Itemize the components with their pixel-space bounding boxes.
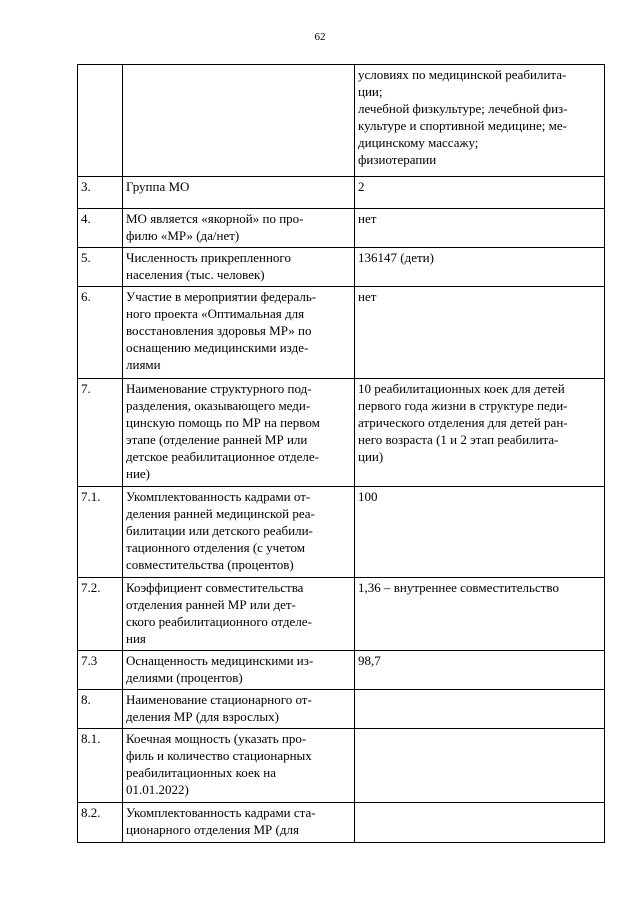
parameter-cell: Укомплектованность кадрами от- деления ранней медицинской реа- билитации или детского реабили- тационного отделения (с учетом совместительства (процентов) bbox=[123, 487, 355, 578]
row-number-cell: 7. bbox=[78, 379, 123, 487]
document-table bbox=[77, 64, 605, 843]
row-number-cell: 8.2. bbox=[78, 803, 123, 843]
value-cell: 1,36 – внутреннее совместительство bbox=[355, 578, 605, 651]
parameter-cell: Оснащенность медицинскими из- делиями (процентов) bbox=[123, 651, 355, 690]
row-number-cell: 7.3 bbox=[78, 651, 123, 690]
row-number-cell: 7.2. bbox=[78, 578, 123, 651]
parameter-cell: Наименование стационарного от- деления МР (для взрослых) bbox=[123, 690, 355, 729]
table-row bbox=[78, 578, 605, 651]
table-row bbox=[78, 729, 605, 803]
row-number-cell: 6. bbox=[78, 287, 123, 379]
table-row bbox=[78, 209, 605, 248]
value-cell: 2 bbox=[355, 177, 605, 209]
value-cell bbox=[355, 690, 605, 729]
value-cell: нет bbox=[355, 287, 605, 379]
parameter-cell: Коэффициент совместительства отделения ранней МР или дет- ского реабилитационного отделе- ния bbox=[123, 578, 355, 651]
table-row bbox=[78, 287, 605, 379]
parameter-cell: Наименование структурного под- разделения, оказывающего меди- цинскую помощь по МР на первом этапе (отделение ранней МР или детское реабилитационное отделе- ние) bbox=[123, 379, 355, 487]
value-cell: 100 bbox=[355, 487, 605, 578]
value-cell: условиях по медицинской реабилита- ции; лечебной физкультуре; лечебной физ- культуре и спортивной медицине; ме- дицинскому массажу; физиотерапии bbox=[355, 65, 605, 177]
row-number-cell: 7.1. bbox=[78, 487, 123, 578]
parameter-cell: МО является «якорной» по про- филю «МР» (да/нет) bbox=[123, 209, 355, 248]
table-row bbox=[78, 65, 605, 177]
table-row bbox=[78, 651, 605, 690]
parameter-cell: Участие в мероприятии федераль- ного проекта «Оптимальная для восстановления здоровья МР» по оснащению медицинскими изде- лиями bbox=[123, 287, 355, 379]
row-number-cell: 4. bbox=[78, 209, 123, 248]
parameter-cell: Группа МО bbox=[123, 177, 355, 209]
row-number-cell: 8. bbox=[78, 690, 123, 729]
value-cell: нет bbox=[355, 209, 605, 248]
value-cell bbox=[355, 729, 605, 803]
parameter-cell: Численность прикрепленного населения (тыс. человек) bbox=[123, 248, 355, 287]
value-cell bbox=[355, 803, 605, 843]
row-number-cell: 5. bbox=[78, 248, 123, 287]
value-cell: 136147 (дети) bbox=[355, 248, 605, 287]
parameter-cell bbox=[123, 65, 355, 177]
table-row bbox=[78, 379, 605, 487]
value-cell: 98,7 bbox=[355, 651, 605, 690]
table-row bbox=[78, 803, 605, 843]
page-number: 62 bbox=[314, 31, 326, 43]
row-number-cell bbox=[78, 65, 123, 177]
row-number-cell: 3. bbox=[78, 177, 123, 209]
table-row bbox=[78, 177, 605, 209]
table-row bbox=[78, 690, 605, 729]
value-cell: 10 реабилитационных коек для детей первого года жизни в структуре педи- атрического отделения для детей ран- него возраста (1 и 2 этап реабилита- ции) bbox=[355, 379, 605, 487]
table-row bbox=[78, 248, 605, 287]
parameter-cell: Коечная мощность (указать про- филь и количество стационарных реабилитационных коек на 01.01.2022) bbox=[123, 729, 355, 803]
row-number-cell: 8.1. bbox=[78, 729, 123, 803]
parameter-cell: Укомплектованность кадрами ста- ционарного отделения МР (для bbox=[123, 803, 355, 843]
table-row bbox=[78, 487, 605, 578]
